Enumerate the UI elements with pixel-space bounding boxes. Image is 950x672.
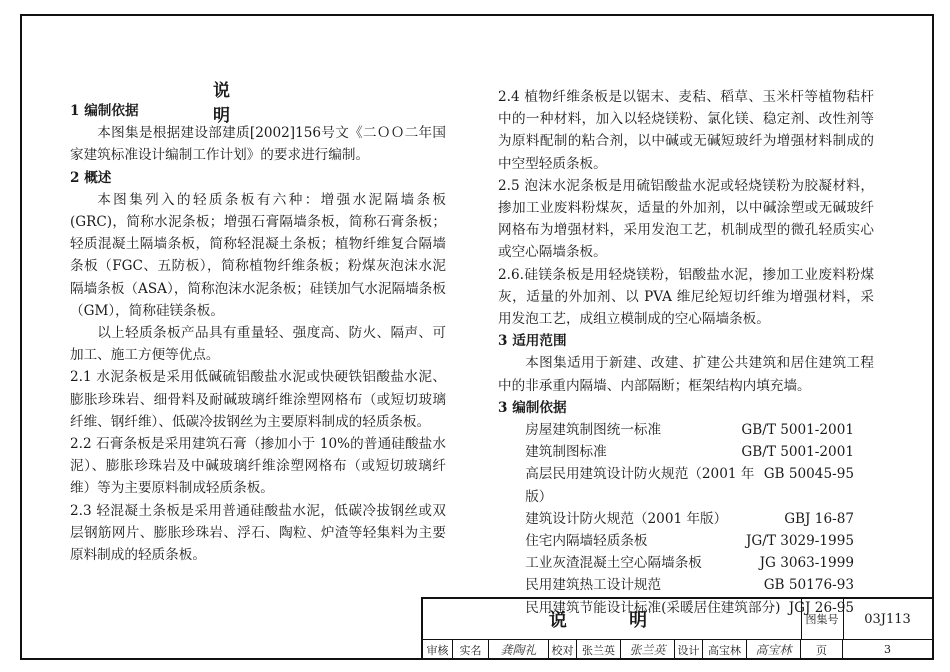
review-signature: 龚陶礼	[489, 640, 549, 659]
reference-code: JG 3063-1999	[759, 555, 854, 572]
right-column	[498, 86, 874, 619]
signature-row	[423, 639, 932, 659]
check-signature: 张兰英	[621, 640, 675, 659]
reference-code: GB 50176-93	[763, 577, 854, 594]
overview-paragraph-1: 本图集列入的轻质条板有六种：增强水泥隔墙条板(GRC)，简称水泥条板；增强石膏隔墙条板，简称石膏条板；轻质混凝土隔墙条板，简称轻混凝土条板；植物纤维复合隔墙条板（FGC、五防板），简称植物纤维条板；粉煤灰泡沫水泥隔墙条板（ASA），简称泡沫水泥条板；硅镁加气水泥隔墙条板（GM），简称硅镁条板。	[70, 191, 446, 319]
atlas-number-value: 03J113	[864, 611, 911, 627]
reference-item	[498, 419, 874, 441]
paragraph-2-4: 2.4 植物纤维条板是以锯末、麦秸、稻草、玉米杆等植物秸杆中的一种材料，加入以轻烧镁粉、氯化镁、稳定剂、改性剂等为原料配制的粘合剂，以中碱或无碱短玻纤为增强材料制成的中空型轻质条板。	[498, 89, 874, 172]
reference-item	[498, 463, 874, 507]
reference-item	[498, 552, 874, 574]
check-name: 张兰英	[577, 640, 621, 659]
paragraph-2-6: 2.6.硅镁条板是用轻烧镁粉，铝酸盐水泥，掺加工业废料粉煤灰，适量的外加剂、以 PVA 维尼纶短切纤维为增强材料，采用发泡工艺，成组立模制成的空心隔墙条板。	[498, 266, 874, 328]
reference-code: JGJ 26-95	[788, 599, 854, 616]
reference-name: 建筑制图标准	[525, 444, 607, 461]
reference-name: 高层民用建筑设计防火规范（2001 年版）	[525, 466, 755, 505]
paragraph-2-2: 2.2 石膏条板是采用建筑石膏（掺加小于 10%的普通硅酸盐水泥）、膨胀珍珠岩及中碱玻璃纤维涂塑网格布（或短切玻璃纤维）等为主要原料制成轻质条板。	[70, 436, 446, 497]
section-heading-scope: 3 适用范围	[498, 333, 567, 350]
section-heading-basis: 1 编制依据	[70, 103, 139, 119]
review-label: 审核	[423, 640, 453, 659]
design-name: 高宝林	[703, 640, 747, 659]
reference-item	[498, 574, 874, 596]
reference-name: 建筑设计防火规范（2001 年版）	[525, 510, 728, 527]
reference-name: 住宅内隔墙轻质条板	[525, 533, 648, 550]
design-label: 设计	[675, 640, 703, 659]
reference-code: GB/T 5001-2001	[741, 422, 854, 439]
section-heading-overview: 2 概述	[70, 169, 112, 186]
review-name: 实名	[453, 640, 489, 659]
page-number: 3	[884, 643, 891, 656]
reference-code: GB/T 5001-2001	[741, 444, 854, 461]
reference-item	[498, 508, 874, 530]
reference-name: 民用建筑节能设计标准(采暖居住建筑部分)	[525, 599, 781, 616]
section-text-basis: 本图集是根据建设部建质[2002]156号文《二ＯＯ二年国家建筑标准设计编制工作计划》的要求进行编制。	[70, 125, 446, 164]
reference-code: GB 50045-95	[763, 466, 854, 483]
overview-paragraph-2: 以上轻质条板产品具有重量轻、强度高、防火、隔声、可加工、施工方便等优点。	[70, 325, 446, 364]
reference-code: GBJ 16-87	[784, 510, 854, 527]
reference-code: JG/T 3029-1995	[745, 533, 854, 550]
paragraph-2-1: 2.1 水泥条板是采用低碱硫铝酸盐水泥或快硬铁铝酸盐水泥、膨胀珍珠岩、细骨料及耐碱玻璃纤维涂塑网格布（或短切玻璃纤维、钢纤维）、低碳冷拔钢丝为主要原料制成的轻质条板。	[70, 369, 446, 430]
page-title: 说 明	[213, 81, 256, 126]
page-label: 页	[801, 640, 843, 659]
paragraph-2-5: 2.5 泡沫水泥条板是用硫铝酸盐水泥或轻烧镁粉为胶凝材料，掺加工业废料粉煤灰，适量的外加剂，以中碱涂塑或无碱玻纤网格布为增强材料，采用发泡工艺，机制成型的微孔轻质实心或空心隔墙条板。	[498, 177, 874, 261]
left-column	[70, 100, 446, 566]
check-label: 校对	[549, 640, 577, 659]
reference-name: 房屋建筑制图统一标准	[525, 422, 662, 439]
section-text-scope: 本图集适用于新建、改建、扩建公共建筑和居住建筑工程中的非承重内隔墙、内部隔断；框架结构内填充墙。	[498, 355, 874, 394]
reference-item	[498, 441, 874, 463]
title-block	[421, 597, 932, 658]
paragraph-2-3: 2.3 轻混凝土条板是采用普通硅酸盐水泥，低碳冷拔钢丝或双层钢筋网片、膨胀珍珠岩、浮石、陶粒、炉渣等轻集料为主要原料制成的轻质条板。	[70, 502, 446, 564]
reference-item	[498, 530, 874, 552]
atlas-number-label: 图集号	[801, 599, 844, 639]
reference-list	[498, 419, 874, 619]
reference-name: 民用建筑热工设计规范	[525, 577, 662, 594]
reference-name: 工业灰渣混凝土空心隔墙条板	[525, 555, 702, 572]
title-block-title: 说 明	[423, 599, 802, 639]
design-signature: 高宝林	[747, 640, 801, 659]
section-heading-references: 3 编制依据	[498, 399, 567, 416]
